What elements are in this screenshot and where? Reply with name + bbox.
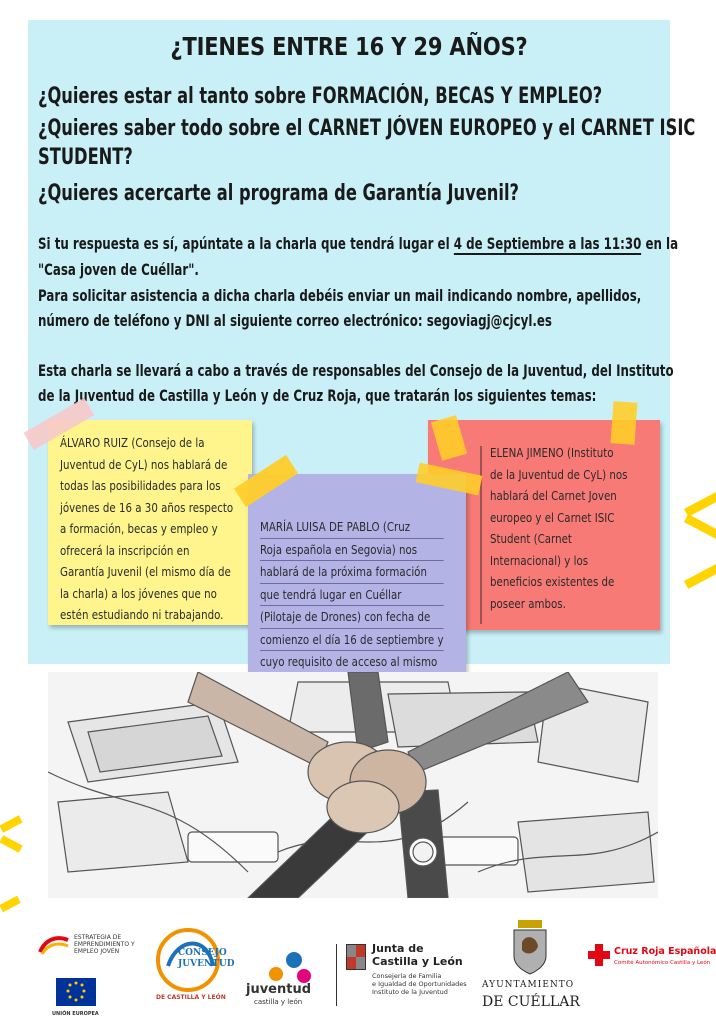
consejo-line: CONSEJO xyxy=(178,948,227,958)
deco-stroke xyxy=(684,514,716,539)
logo-cruz-roja xyxy=(588,942,714,982)
note-line: comienzo el día 16 de septiembre y xyxy=(260,629,444,652)
note-line: Garantía Juvenil (el mismo día de xyxy=(60,564,231,579)
note-line: (Pilotaje de Drones) con fecha de xyxy=(260,606,444,629)
deco-stroke xyxy=(684,492,716,517)
paragraph-speakers: Esta charla se llevará a cabo a través de responsables del Consejo de la Juventud, del Instituto xyxy=(38,361,674,380)
poster-title: ¿TIENES ENTRE 16 Y 29 AÑOS? xyxy=(170,32,528,61)
question-2-cont: STUDENT? xyxy=(38,145,133,170)
paragraph-registration: Para solicitar asistencia a dicha charla debéis enviar un mail indicando nombre, apellidos, xyxy=(38,286,642,305)
note-line: Student (Carnet xyxy=(490,531,572,546)
note-line: ÁLVARO RUIZ (Consejo de la xyxy=(60,435,205,450)
note-alvaro-ruiz xyxy=(48,420,252,625)
logo-juventud-cyl xyxy=(244,950,330,1010)
paragraph-invite xyxy=(38,232,678,256)
registration-email-line: número de teléfono y DNI al siguiente correo electrónico: segoviagj@cjcyl.es xyxy=(38,311,552,330)
juventud-region: castilla y león xyxy=(254,998,303,1006)
cruz-roja-name: Cruz Roja Española xyxy=(614,946,716,957)
question-3: ¿Quieres acercarte al programa de Garantía Juvenil? xyxy=(38,181,519,206)
cuellar-coat-of-arms-icon xyxy=(510,920,550,976)
note-line: Juventud de CyL) nos hablará de xyxy=(60,456,228,472)
note-line: jóvenes de 16 a 30 años respecto xyxy=(60,499,234,515)
logo-ayuntamiento-cuellar xyxy=(478,918,582,1022)
question-2: ¿Quieres saber todo sobre el CARNET JÓVEN EUROPEO y el CARNET ISIC xyxy=(38,116,696,141)
note-text xyxy=(60,432,233,626)
note-line: beneficios existentes de xyxy=(490,574,615,589)
estrategia-line: EMPRENDIMIENTO Y xyxy=(74,941,135,948)
note-maria-luisa xyxy=(248,474,466,677)
cruz-roja-committee: Comité Autonómico Castilla y León xyxy=(614,960,711,966)
note-line: europeo y el Carnet ISIC xyxy=(490,509,615,525)
note-line: Roja española en Segovia) nos xyxy=(260,539,444,562)
question-1: ¿Quieres estar al tanto sobre FORMACIÓN, BECAS Y EMPLEO? xyxy=(38,84,603,109)
juventud-dots-icon xyxy=(264,950,324,984)
consejo-subtitle: DE CASTILLA Y LEÓN xyxy=(156,994,226,1001)
note-line: que tendrá lugar en Cuéllar xyxy=(260,584,444,607)
sponsor-logos xyxy=(0,912,716,1024)
note-line: la charla) a los jóvenes que no xyxy=(60,585,217,601)
deco-stroke xyxy=(0,815,23,832)
teamwork-hands-photo xyxy=(48,672,658,898)
note-line: a formación, becas y empleo y xyxy=(60,521,218,536)
logo-junta-cyl xyxy=(346,940,486,1020)
eu-flag-icon xyxy=(56,978,96,1006)
tape-strip xyxy=(611,401,638,445)
junta-line: e Igualdad de Oportunidades xyxy=(372,980,467,988)
event-venue: "Casa joven de Cuéllar". xyxy=(38,260,199,279)
juventud-word: juventud xyxy=(246,982,312,997)
note-line: poseer ambos. xyxy=(490,595,566,611)
hands-sketch-image xyxy=(48,672,658,898)
estrategia-line: ESTRATEGIA DE xyxy=(74,934,122,941)
logo-estrategia-eu xyxy=(36,932,146,1017)
note-line: hablará de la próxima formación xyxy=(260,561,444,584)
invite-text-end: en la xyxy=(641,234,679,253)
note-line: ELENA JIMENO (Instituto xyxy=(490,445,614,460)
invite-text: Si tu respuesta es sí, apúntate a la charla que tendrá lugar el xyxy=(38,234,454,253)
eu-label: UNIÓN EUROPEA xyxy=(52,1011,99,1017)
note-line: Internacional) y los xyxy=(490,552,589,568)
event-date: 4 de Septiembre a las 11:30 xyxy=(453,234,642,253)
note-text xyxy=(490,442,628,614)
note-line: de la Juventud de CyL) nos xyxy=(490,466,628,482)
cuellar-label: DE CUÉLLAR xyxy=(482,994,580,1010)
deco-stroke xyxy=(0,835,23,852)
note-line: hablará del Carnet Joven xyxy=(490,488,617,503)
logo-consejo-juventud xyxy=(148,926,235,1006)
junta-line: Castilla y León xyxy=(372,955,463,968)
red-cross-icon xyxy=(588,944,610,966)
junta-line: Instituto de la Juventud xyxy=(372,988,448,996)
note-line: estén estudiando ni trabajando. xyxy=(60,607,224,622)
logo-divider xyxy=(336,944,337,1006)
note-line: ofrecerá la inscripción en xyxy=(60,542,190,558)
junta-line: Consejería de Familia xyxy=(372,972,442,980)
note-line: cuyo requisito de acceso al mismo xyxy=(260,651,444,674)
note-line: todas las posibilidades para los xyxy=(60,478,221,493)
note-margin-line xyxy=(480,446,482,624)
paragraph-speakers-cont: de la Juventud de Castilla y León y de Cruz Roja, que tratarán los siguientes temas: xyxy=(38,386,597,405)
consejo-line: JUVENTUD xyxy=(178,959,235,969)
junta-shield-icon xyxy=(346,944,366,970)
ayuntamiento-label: AYUNTAMIENTO xyxy=(482,980,575,990)
deco-stroke xyxy=(684,564,716,589)
note-line: MARÍA LUISA DE PABLO (Cruz xyxy=(260,516,444,539)
estrategia-icon xyxy=(38,934,70,956)
junta-line: Junta de xyxy=(372,942,424,955)
deco-stroke xyxy=(0,896,21,912)
estrategia-line: EMPLEO JOVEN xyxy=(74,948,120,955)
